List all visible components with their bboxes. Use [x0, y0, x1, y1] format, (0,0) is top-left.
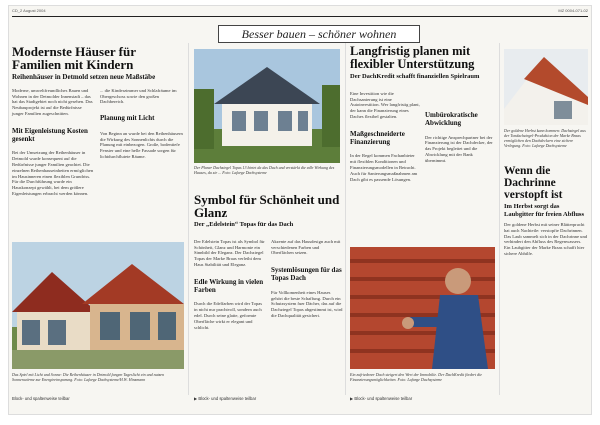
center-subhead: Der „Edelstein“ Topas für das Dach	[194, 221, 294, 228]
newspaper-page	[8, 5, 592, 415]
center-paragraph-1: Der Edelstein Topas ist als Symbol für Schönheit, Glanz und Harmonie ein Sinnbild der Eleganz. Der Dachziegel Topas der Marke Braas verleiht dem Haus Stabilität und Eleganz.	[194, 238, 265, 267]
header-right: MZ 0004-071-02	[558, 8, 588, 13]
right-text-col2	[425, 85, 495, 169]
houses-photo-caption: Das Spiel mit Licht und Sonne: Die Reihenhäuser in Detmold fangen Tageslicht ein und nutzen Sonnenwärme zur Energieeinsparung. Foto: Lafarge Dachsysteme/H.W. Hinzmann	[12, 372, 165, 382]
center-right-paragraph-2: Für Vollkomenheit eines Hauses gehört die beste Schaffung. Durch ein Schutzsystem fuer Dächer, das auf die Dachziegel Topas abgestimmt ist, wird die Dachqualität gesichert.	[271, 289, 343, 318]
far-right-article	[504, 165, 588, 257]
right-subhead-2: Maßgeschneiderte Finanzierung	[350, 129, 405, 146]
planung-paragraph: Von Beginn an wurde bei den Reihenhäusern die Wirkung des Sonnenlichts durch die Planung mit einbezogen. Große, bodentiefe Fenster und eine helle Fassade sorgen für lichtdurchflutete Räume.	[100, 130, 183, 159]
left-subhead: Reihenhäuser in Detmold setzen neue Maßstäbe	[12, 73, 156, 81]
footer-left: Block- und spaltenweise teilbar	[12, 396, 70, 401]
column-separator	[188, 43, 189, 395]
right-paragraph-1: Eine Investition wie die Dachsanierung ist eine Autoinvestition. Wer langfristig plant, der kann die Finanzierung eines Daches flexibel gestalten.	[350, 90, 420, 119]
right-text-col1	[350, 85, 420, 188]
column-separator	[345, 43, 346, 395]
center-article	[194, 193, 344, 229]
left-article	[12, 45, 184, 82]
left-headline: Modernste Häuser für Familien mit Kindern	[12, 44, 136, 72]
header-rule	[12, 16, 588, 17]
footer-center: ▶ Block- und spaltenweise teilbar	[194, 396, 257, 401]
far-right-headline: Wenn die Dachrinne verstopft ist	[504, 165, 563, 201]
center-text-col1	[194, 233, 266, 336]
roofer-photo-caption: Ein zufriedener Dach steigert den Wert der Immobilie. Der DachKredit fördert die Finanzierungsmöglichkeiten. Foto: Lafarge Dachsysteme	[350, 372, 482, 382]
houses-photo	[12, 242, 184, 369]
center-paragraph-2: Durch die Edelfarben wird der Topas in nicht nur prachtvoll, sondern auch edel. Durch seine glatte, geformte Oberfläche wirkt er elegant und schlicht.	[194, 301, 263, 330]
column-separator	[499, 43, 500, 395]
far-right-paragraph: Der goldene Herbst mit seiner Blätterpracht hat auch Nachteile: verstopfte Dachrinnen. Das Laub sammelt sich in der Dachrinne und verhindert den Abfluss des Regenwassers. Ein Laubgitter der Marke Braas schafft hier sichere Abhilfe.	[504, 222, 588, 256]
planung-subhead: Planung mit Licht	[100, 113, 155, 122]
left-text-col2	[100, 82, 184, 166]
right-headline: Langfristig planen mit flexibler Unterstützung	[350, 44, 475, 71]
white-house-photo-caption: Der Planer Dachziegel Topas 13 bietet da das Dach und verstärkt die edle Wirkung des Hauses, da sie ... Foto: Lafarge Dachsysteme	[194, 165, 335, 175]
left-text-col1	[12, 82, 94, 203]
right-subhead-3: Umbürokratische Abwicklung	[425, 110, 478, 127]
right-paragraph-2: In der Regel kommen Fachanbieter mit flexiblen Konditionen und Finanzierungsmodellen in Betracht. Auch für Sanierungsmaßnahmen am Dach gibt es passende Lösungen.	[350, 153, 418, 182]
center-headline: Symbol für Schönheit und Glanz	[194, 192, 340, 220]
system-subhead: Systemlösungen für das Topas Dach	[271, 265, 342, 282]
page-header	[12, 8, 588, 16]
center-subhead-2: Edle Wirkung in vielen Farben	[194, 277, 264, 294]
roof-photo	[504, 49, 588, 125]
right-paragraph-3: Der richtige Ansprechpartner bei der Finanzierung ist der Dachdecker, der das Projekt begleitet und die Abwicklung mit der Bank übernimmt.	[425, 134, 493, 163]
roof-photo-caption: Der goldene Herbst kann kommen: Dachziegel aus der Tondachziegel-Produktion der Marke Braas ermöglichen den Dachdeckern eine sichere Verlegung. Foto: Lafarge Dachsysteme	[504, 128, 586, 148]
right-subhead: Der DachKredit schafft finanziellen Spielraum	[350, 73, 480, 80]
section-title: Besser bauen – schöner wohnen	[218, 25, 420, 43]
header-left: CD_2 August 2004	[12, 8, 46, 13]
footer-right: ▶ Block- und spaltenweise teilbar	[350, 396, 413, 401]
center-right-paragraph-1: Akzente auf das Hausdesign auch mit verschiedenen Farben und Oberflächen setzen.	[271, 238, 341, 256]
left-paragraph-2: Bei der Umsetzung der Reihenhäuser in Detmold wurde konsequent auf die Bedürfnisse junger Familien geachtet. Die einzelnen Reihenhauseinheiten ermöglichen im Hausinneren einen flexiblen Grundriss. Für die Durchführung wurde ein Hauskonzept gewählt, bei dem größere Eigenleistungen erbracht werden können.	[12, 150, 94, 196]
roofer-photo	[350, 247, 495, 369]
left-paragraph-1: Moderne, umweltfreundliches Bauen und Wohnen in der Detmolder Innenstadt – das hat das Stadtgebiet noch nicht gesehen. Das Neubauprojekt ist auf die Bedürfnisse junger Familien zugeschnitten.	[12, 87, 93, 116]
white-house-photo	[194, 49, 340, 163]
left-subhead-2: Mit Eigenleistung Kosten gesenkt	[12, 126, 88, 143]
center-text-col2	[271, 233, 343, 325]
right-article	[350, 45, 495, 81]
far-right-subhead: Im Herbst sorgt das Laubgitter für freien Abfluss	[504, 203, 584, 218]
mid-top-paragraph: ... die Kinderzimmer und Schlafräume im Obergeschoss sowie den großen Dachbereich.	[100, 87, 177, 105]
